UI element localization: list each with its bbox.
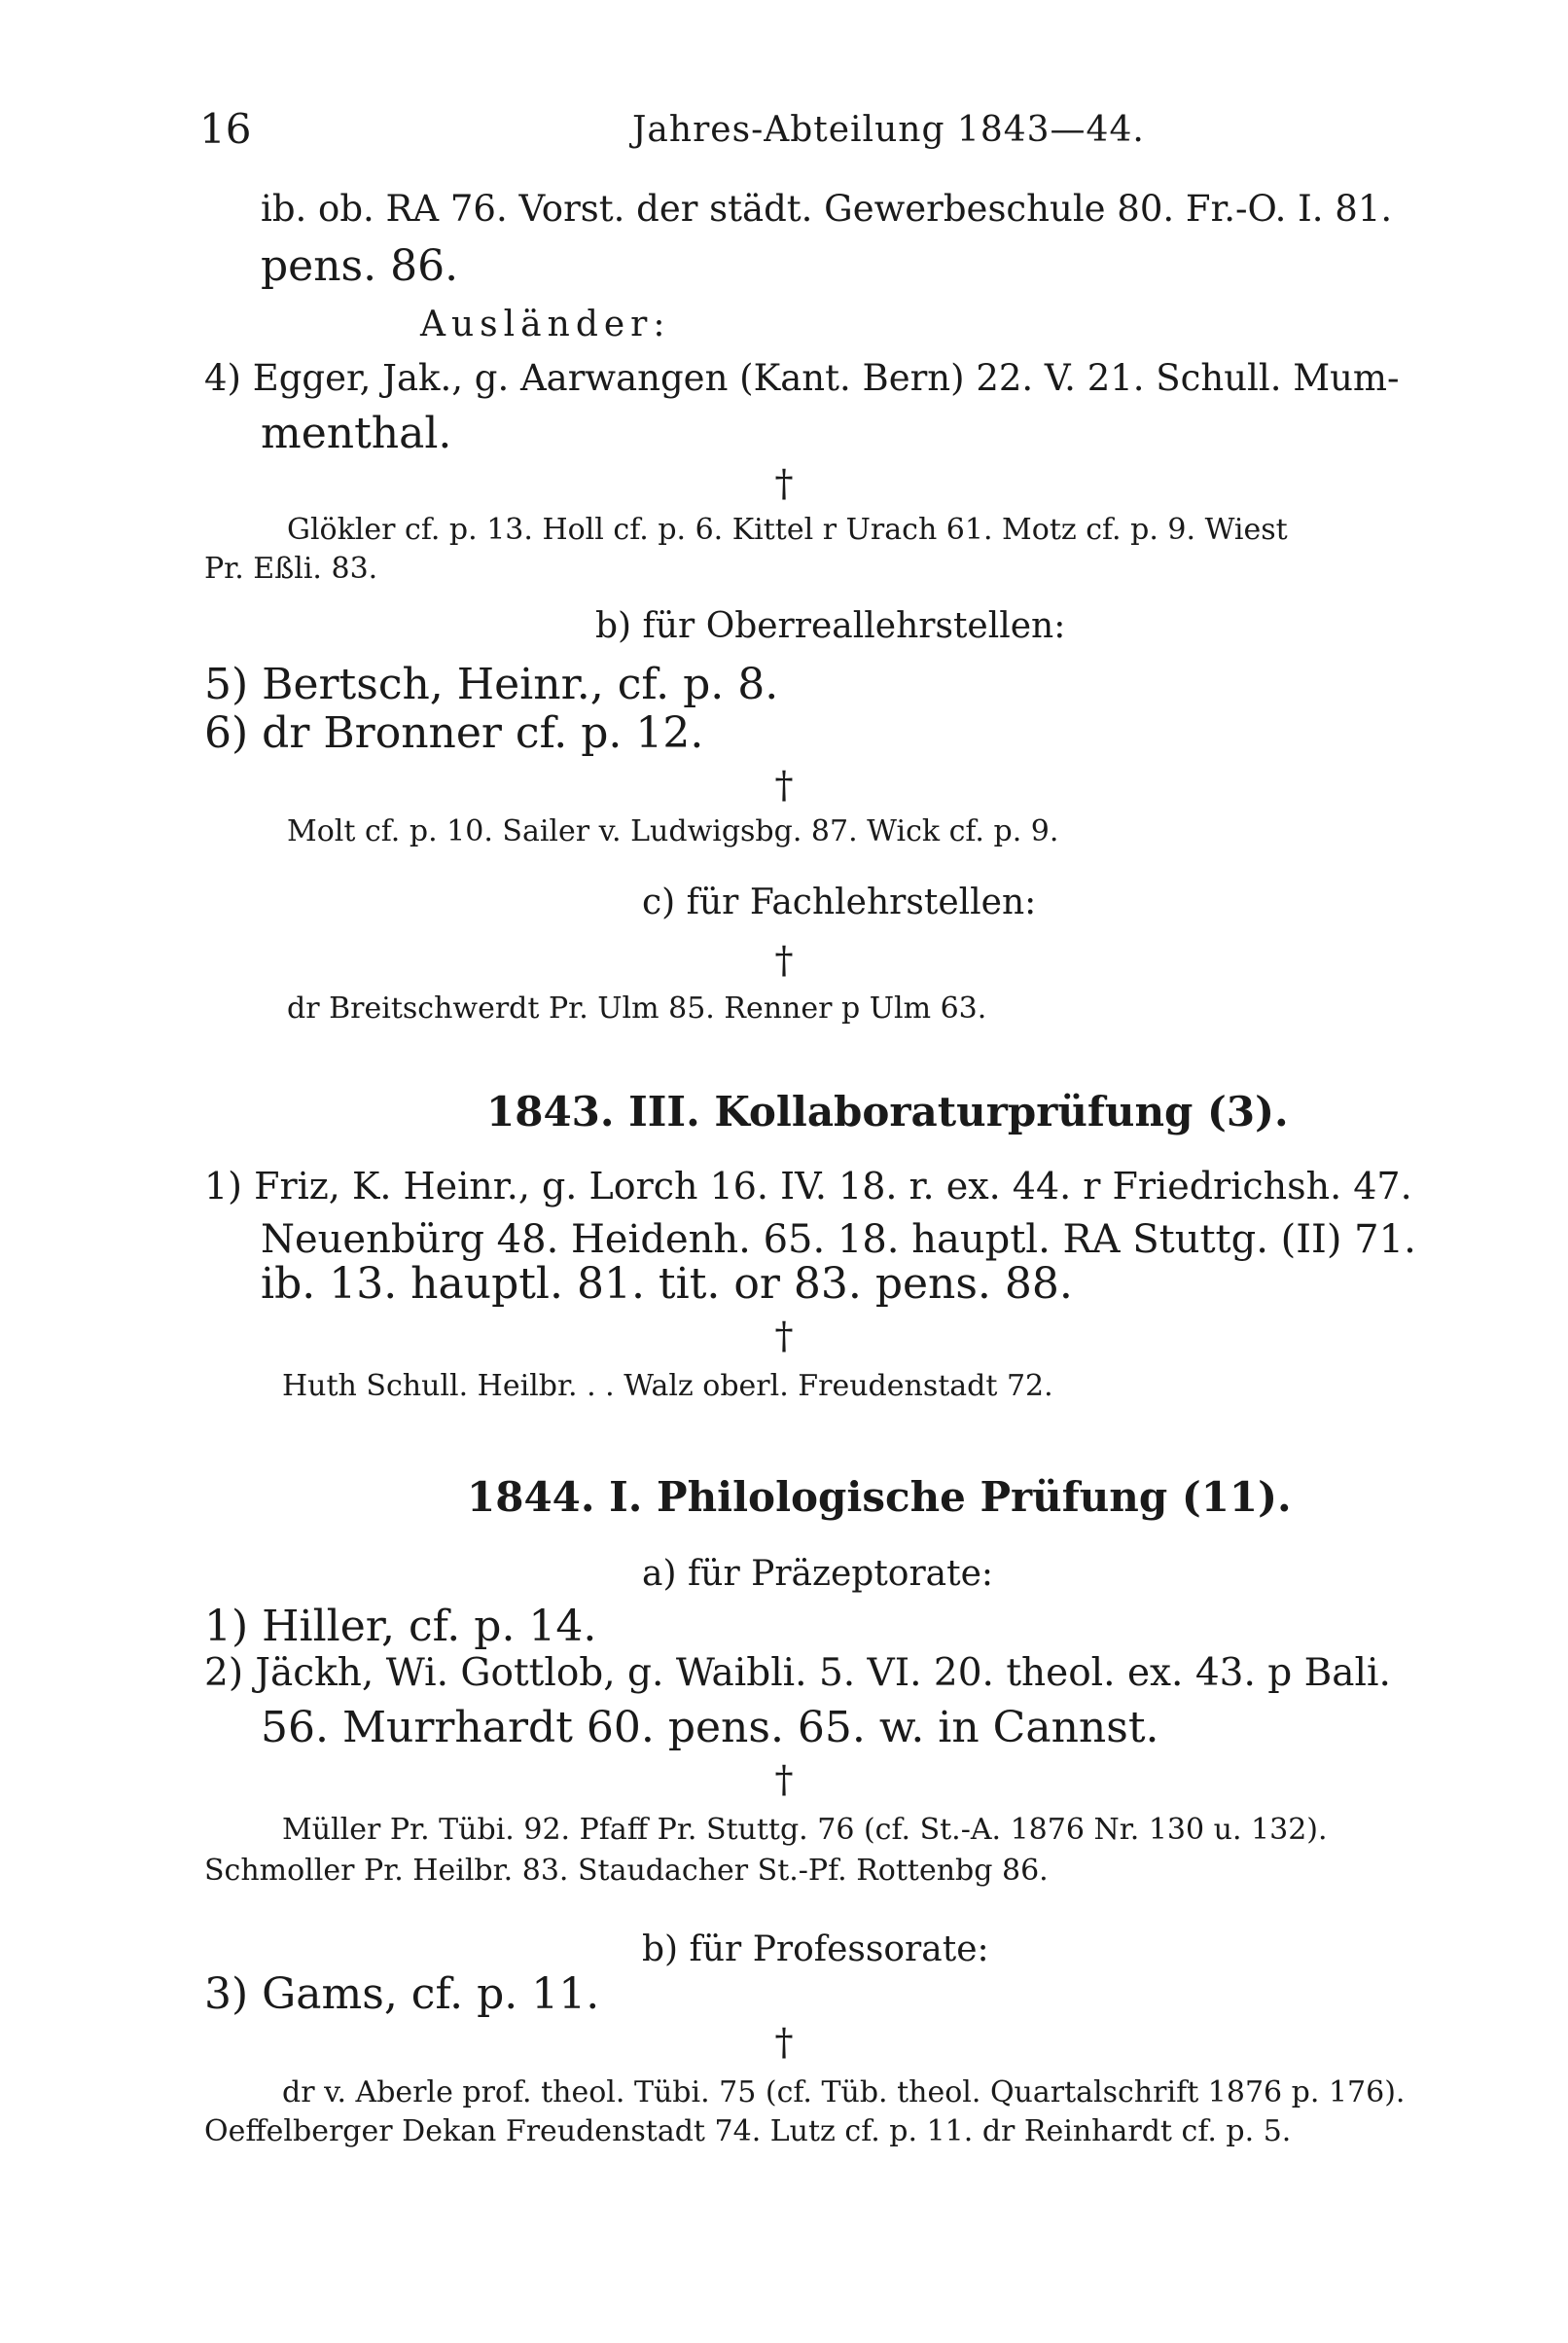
obituary-line: dr v. Aberle prof. theol. Tübi. 75 (cf. Tüb. theol. Quartalschrift 1876 p. 176).	[282, 2075, 1406, 2109]
dagger-divider: †	[774, 2021, 794, 2064]
text-line: pens. 86.	[261, 241, 459, 291]
dagger-divider: †	[774, 1315, 794, 1357]
obituary-line: Oeffelberger Dekan Freudenstadt 74. Lutz cf. p. 11. dr Reinhardt cf. p. 5.	[204, 2114, 1292, 2148]
entry-6: 6) dr Bronner cf. p. 12.	[204, 708, 704, 758]
entry-5: 5) Bertsch, Heinr., cf. p. 8.	[204, 660, 779, 709]
entry-1-1844: 1) Hiller, cf. p. 14.	[204, 1602, 597, 1651]
entry-1-1843-continued: ib. 13. hauptl. 81. tit. or 83. pens. 88.	[261, 1259, 1073, 1309]
page-number: 16	[199, 105, 252, 153]
obituary-line: Schmoller Pr. Heilbr. 83. Staudacher St.-Pf. Rottenbg 86.	[204, 1854, 1049, 1888]
entry-4-continued: menthal.	[261, 409, 452, 458]
dagger-divider: †	[774, 764, 794, 807]
entry-4: 4) Egger, Jak., g. Aarwangen (Kant. Bern) 22. V. 21. Schull. Mum-	[204, 357, 1400, 399]
dagger-divider: †	[774, 1758, 794, 1801]
entry-1-1843-continued: Neuenbürg 48. Heidenh. 65. 18. hauptl. RA Stuttg. (II) 71.	[261, 1217, 1416, 1262]
entry-2-1844-continued: 56. Murrhardt 60. pens. 65. w. in Cannst.	[261, 1703, 1159, 1752]
obituary-line: Pr. Eßli. 83.	[204, 552, 378, 586]
entry-3-1844: 3) Gams, cf. p. 11.	[204, 1969, 600, 2019]
section-heading-c: c) für Fachlehrstellen:	[642, 883, 1037, 922]
dagger-divider: †	[774, 939, 794, 982]
section-heading-a: a) für Präzeptorate:	[642, 1554, 994, 1594]
section-heading-b: b) für Oberreallehrstellen:	[595, 606, 1066, 646]
dagger-divider: †	[774, 462, 794, 505]
text-line: ib. ob. RA 76. Vorst. der städt. Gewerbeschule 80. Fr.-O. I. 81.	[261, 188, 1393, 230]
section-heading-b2: b) für Professorate:	[642, 1929, 989, 1969]
entry-1-1843: 1) Friz, K. Heinr., g. Lorch 16. IV. 18. r. ex. 44. r Friedrichsh. 47.	[204, 1165, 1412, 1208]
running-title: Jahres-Abteilung 1843—44.	[632, 110, 1145, 150]
section-heading-auslaender: Ausländer:	[420, 305, 671, 344]
heading-1843: 1843. III. Kollaboraturprüfung (3).	[486, 1088, 1289, 1135]
obituary-line: Molt cf. p. 10. Sailer v. Ludwigsbg. 87. Wick cf. p. 9.	[287, 814, 1059, 848]
entry-2-1844: 2) Jäckh, Wi. Gottlob, g. Waibli. 5. VI. 20. theol. ex. 43. p Bali.	[204, 1651, 1391, 1695]
heading-1844: 1844. I. Philologische Prüfung (11).	[467, 1473, 1292, 1521]
obituary-line: Glökler cf. p. 13. Holl cf. p. 6. Kittel r Urach 61. Motz cf. p. 9. Wiest	[287, 513, 1288, 547]
obituary-line: Huth Schull. Heilbr. . . Walz oberl. Freudenstadt 72.	[282, 1369, 1053, 1403]
obituary-line: dr Breitschwerdt Pr. Ulm 85. Renner p Ulm 63.	[287, 991, 987, 1026]
obituary-line: Müller Pr. Tübi. 92. Pfaff Pr. Stuttg. 76 (cf. St.-A. 1876 Nr. 130 u. 132).	[282, 1813, 1328, 1847]
